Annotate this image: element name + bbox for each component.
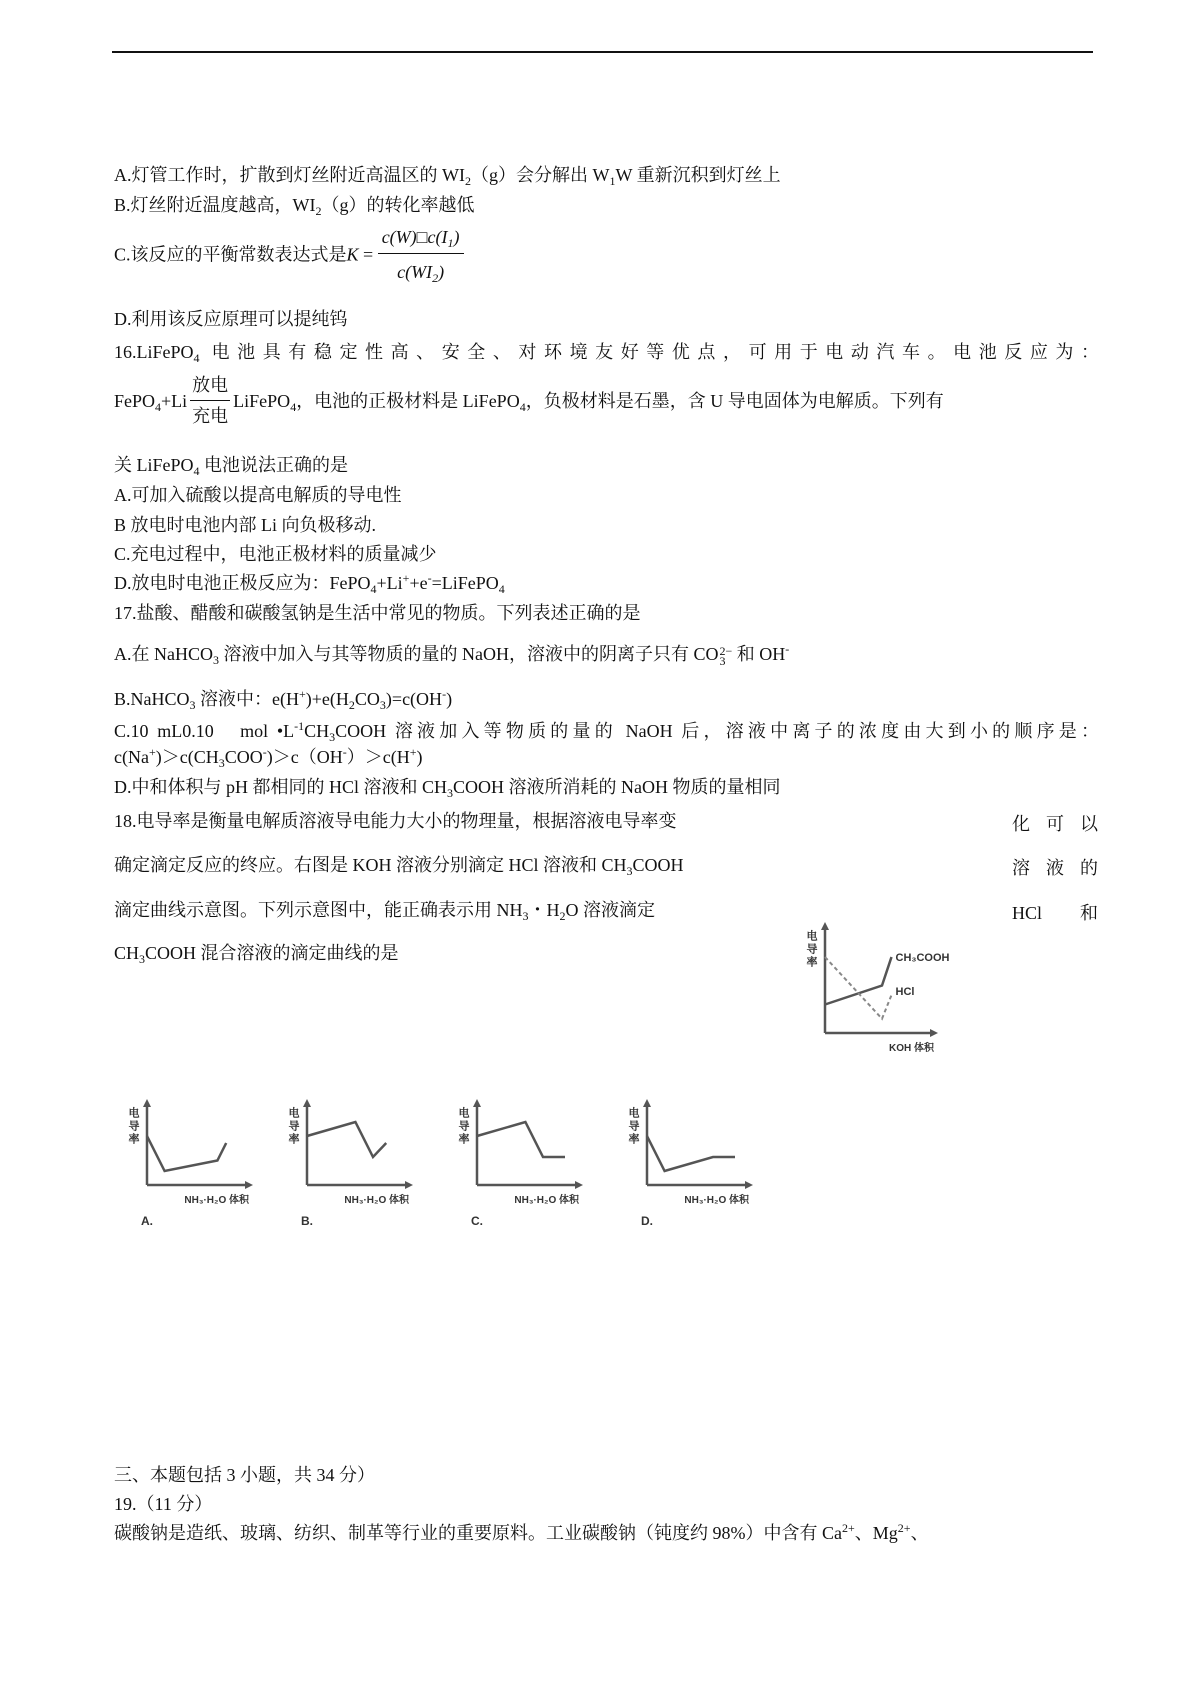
x-axis-label: KOH 体积: [889, 1043, 934, 1054]
series-label: CH₃COOH: [895, 952, 950, 964]
x-axis-arrow-icon: [745, 1181, 753, 1189]
q16-option-a: A.可加入硫酸以提高电解质的导电性: [114, 485, 402, 505]
option-chart-b: [285, 1070, 425, 1240]
q16-option-b: B 放电时电池内部 Li 向负极移动.: [114, 515, 377, 535]
q17-option-c-line2: $c(Na^+)>c(CH_3COO^-)>c(OH^-)>c(H^+)$: [114, 745, 423, 770]
option-chart-a: [125, 1070, 265, 1240]
koh-titration-chart: [800, 895, 980, 1055]
equilibrium-constant-fraction: $\frac{c(W)□c(I_1)}{c(WI_2)}$: [378, 224, 464, 285]
y-axis-arrow-icon: [821, 922, 829, 930]
y-axis-arrow-icon: [643, 1099, 651, 1107]
q15-option-b: B.灯丝附近温度越高，$WI_2(g)$的转化率越低: [114, 195, 475, 218]
x-axis-arrow-icon: [575, 1181, 583, 1189]
x-axis-label: NH₃·H₂O 体积: [344, 1195, 409, 1206]
x-axis-arrow-icon: [930, 1029, 938, 1037]
q18-line1: 18.电导率是衡量电解质溶液导电能力大小的物理量，根据溶液电导率变: [114, 811, 677, 831]
x-axis-label: NH₃·H₂O 体积: [684, 1195, 749, 1206]
q16-option-c: C.充电过程中，电池正极材料的质量减少: [114, 544, 437, 564]
section3-heading: 三、本题包括 3 小题，共 34 分）: [114, 1465, 375, 1485]
y-axis-arrow-icon: [143, 1099, 151, 1107]
option-chart-c: [455, 1070, 595, 1240]
y-axis-arrow-icon: [303, 1099, 311, 1107]
q18-line2-right: 溶液的: [1012, 858, 1098, 878]
option-label: A.: [141, 1214, 153, 1228]
x-axis-arrow-icon: [405, 1181, 413, 1189]
x-axis-label: NH₃·H₂O 体积: [184, 1195, 249, 1206]
q15-option-a: A.灯管工作时，扩散到灯丝附近高温区的 $WI_2(g)$会分解出 $W_1W$ 重新沉积到灯丝上: [114, 165, 781, 188]
q16-stem-line3: 关 LiFePO$_4$ 电池说法正确的是: [114, 455, 349, 478]
y-axis-label: 电导率: [457, 1107, 469, 1146]
header-rule: [112, 51, 1093, 53]
q19-text: 碳酸钠是造纸、玻璃、纺织、制革等行业的重要原料。工业碳酸钠（钝度约 98%）中含有 $Ca^{2+}$、$Mg^{2+}$、: [114, 1521, 929, 1543]
option-label: C.: [471, 1214, 483, 1228]
series-line-c: [477, 1122, 565, 1157]
series-label: HCl: [895, 986, 915, 998]
series-line-hcl: [825, 957, 892, 1019]
series-line-chcooh: [825, 957, 892, 1005]
q18-line1-right: 化可以: [1012, 814, 1098, 834]
y-axis-label: 电导率: [287, 1107, 299, 1146]
x-axis-label: NH₃·H₂O 体积: [514, 1195, 579, 1206]
y-axis-arrow-icon: [473, 1099, 481, 1107]
option-label: B.: [301, 1214, 313, 1228]
q16-equation-line: FePO$_4$+Li 放电 充电 LiFePO$_4$，电池的正极材料是 LiFePO$_4$，负极材料是石墨，含 U 导电固体为电解质。下列有: [114, 375, 944, 426]
y-axis-label: 电导率: [627, 1107, 639, 1146]
q17-option-b: B.NaHCO$_3$ 溶液中：$e(H^+)+e(H_2CO_3)=c(OH^-)$: [114, 687, 453, 712]
q18-line3-right: HCl 和: [1012, 903, 1098, 923]
q18-line3: 滴定曲线示意图。下列示意图中，能正确表示用 $NH_3$・$H_2O$ 溶液滴定: [114, 900, 655, 923]
y-axis-label: 电导率: [805, 930, 817, 969]
y-axis-label: 电导率: [127, 1107, 139, 1146]
option-chart-d: [625, 1070, 765, 1240]
q15-option-d: D.利用该反应原理可以提纯钨: [114, 309, 348, 329]
series-line-b: [307, 1122, 386, 1157]
option-label: D.: [641, 1214, 653, 1228]
q19-title: 19.（11 分）: [114, 1494, 213, 1514]
reaction-arrow: 放电 充电: [192, 375, 229, 426]
q17-option-c-line1: C.10 mL0.10 mol $•L^{-1}CH_3COOH$ 溶液加入等物质的量的 NaOH 后，溶液中离子的浓度由大到小的顺序是：: [114, 719, 1099, 744]
q15-option-c: C.该反应的平衡常数表达式是K = $\frac{c(W)□c(I_1)}{c(WI_2)}$: [114, 224, 464, 285]
series-line-a: [147, 1136, 226, 1171]
series-line-d: [647, 1136, 735, 1171]
q17-option-d: D.中和体积与 pH 都相同的 HCl 溶液和 $CH_3COOH$ 溶液所消耗的 NaOH 物质的量相同: [114, 777, 781, 800]
q17-option-a: A.在 NaHCO$_3$ 溶液中加入与其等物质的量的 NaOH，溶液中的阴离子只有 CO 2− 3 和 OH-: [114, 642, 790, 668]
x-axis-arrow-icon: [245, 1181, 253, 1189]
q16-stem-line1: 16.LiFePO$_4$ 电池具有稳定性高、安全、对环境友好等优点，可用于电动汽车。电池反应为：: [114, 342, 1099, 365]
q18-line2: 确定滴定反应的终应。右图是 KOH 溶液分别滴定 HCl 溶液和 $CH_3COOH$: [114, 855, 684, 878]
q17-stem: 17.盐酸、醋酸和碳酸氢钠是生活中常见的物质。下列表述正确的是: [114, 603, 641, 623]
q18-line4: $CH_3COOH$ 混合溶液的滴定曲线的是: [114, 943, 399, 966]
q16-option-d: D.放电时电池正极反应为：FePO$_4$+Li++e-=LiFePO$_4$: [114, 571, 505, 596]
